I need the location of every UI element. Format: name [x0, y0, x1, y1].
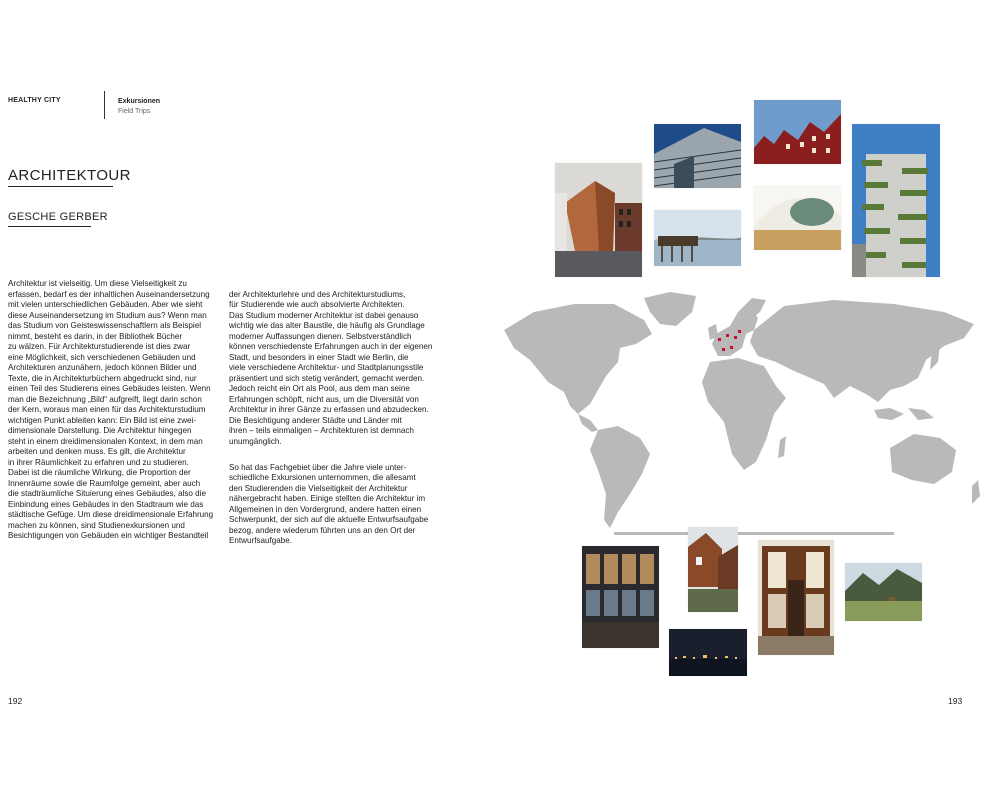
body-column-1: Architektur ist vielseitig. Um diese Vielseitigkeit zu erfassen, bedarf es der inhaltlichen Auseinandersetzung mit vielen unterschiedlichen Gebäuden. Aber wie sieht diese Auseinandersetzung im Studium aus? Wenn man das Studium von Geisteswissenschaftlern als Beispiel nimmt, besteht es darin, in der Bibliothek Bücher zu wälzen. Für Architekturstudierende ist dies zwar eine Möglichkeit, sich verschiedenen Gebäuden und Architekturen anzunähern, jedoch können Bilder und Texte, die in Architekturbüchern abgedruckt sind, nur einen Teil des Studierens eines Gebäudes leisten. Wenn man die Bezeichnung „Bild“ aufgreift, liegt darin schon der Kern, woraus man einen für das Architekturstudium wichtigen Punkt ableiten kann: Ein Bild ist eine zwei- dimensionale Darstellung. Die Architektur hingegen steht in einem dreidimensionalen Kontext, in dem man arbeiten und denken muss. Es gilt, die Architektur in ihrer Räumlichkeit zu erfahren und zu studieren. Dabei ist die räumliche Wirkung, die Proportion der Innenräume sowie die Raumfolge gemeint, aber auch die stadträumliche Situierung eines Gebäudes, also die Einbindung eines Gebäudes in den Stadtraum wie das städtische Gefüge. Um diese dreidimensionale Erfahrung machen zu können, sind Studienexkursionen und Besichtigungen von Gebäuden ein wichtiger Bestandteil: [8, 279, 214, 540]
section-label: HEALTHY CITY: [8, 97, 61, 104]
topic-label: Exkursionen: [118, 98, 161, 105]
world-map: [494, 290, 1000, 535]
alpine-meadow-photo: [845, 563, 922, 621]
gabled-houses-photo: [754, 100, 841, 164]
green-tower-photo: [852, 124, 940, 277]
article-author: GESCHE GERBER: [8, 211, 108, 223]
page-number-left: 192: [8, 696, 23, 706]
header-divider: [104, 91, 105, 119]
brick-facade-photo: [555, 163, 642, 277]
topic-block: [118, 97, 160, 117]
article-title: ARCHITEKTOUR: [8, 167, 131, 184]
body-paragraph-2: So hat das Fachgebiet über die Jahre viele unter- schiedliche Exkursionen unternommen, die allesamt den Studierenden die Vielseitigkeit der Architektur nähergebracht haben. Einige stellten die Architektur im Allgemeinen in den Vordergrund, andere hatten einen Schwerpunkt, der sich auf die aktuelle Entwurfsaufgabe bezog, andere wiederum führten uns an den Ort der Entwurfsaufgabe.: [229, 462, 429, 545]
glass-office-photo: [654, 124, 741, 188]
glass-hall-photo: [582, 546, 659, 648]
wood-interior-photo: [758, 540, 834, 655]
curved-interior-photo: [754, 186, 841, 250]
page-number-right: 193: [948, 696, 963, 706]
title-underline: [8, 186, 113, 187]
topic-label-en: Field Trips: [118, 108, 151, 115]
lake-pier-photo: [654, 210, 741, 266]
harbor-night-photo: [669, 629, 747, 676]
wooden-houses-photo: [688, 527, 738, 612]
body-paragraph-1: der Architekturlehre und des Architekturstudiums, für Studierende wie auch absolvierte Architekten. Das Studium moderner Architektur ist dabei genauso wichtig wie das alter Baustile, die häufig als Grundlage moderner Auffassungen dienen. Selbstverständlich können verschiedenste Erfahrungen auch in der eigenen Stadt, und besonders in einer Stadt wie Berlin, die viele verschiedene Architektur- und Stadtplanungsstile präsentiert und sich stetig verändert, gemacht werden. Jedoch reicht ein Ort als Pool, aus dem man seine Erfahrungen schöpft, nicht aus, um die Diversität von Architektur in ihrer Gänze zu erfassen und abzudecken. Die Besichtigung anderer Städte und Länder mit ihren – teils einmaligen – Architekturen ist demnach unumgänglich.: [229, 289, 433, 446]
author-underline: [8, 226, 91, 227]
body-column-2: [229, 279, 437, 557]
